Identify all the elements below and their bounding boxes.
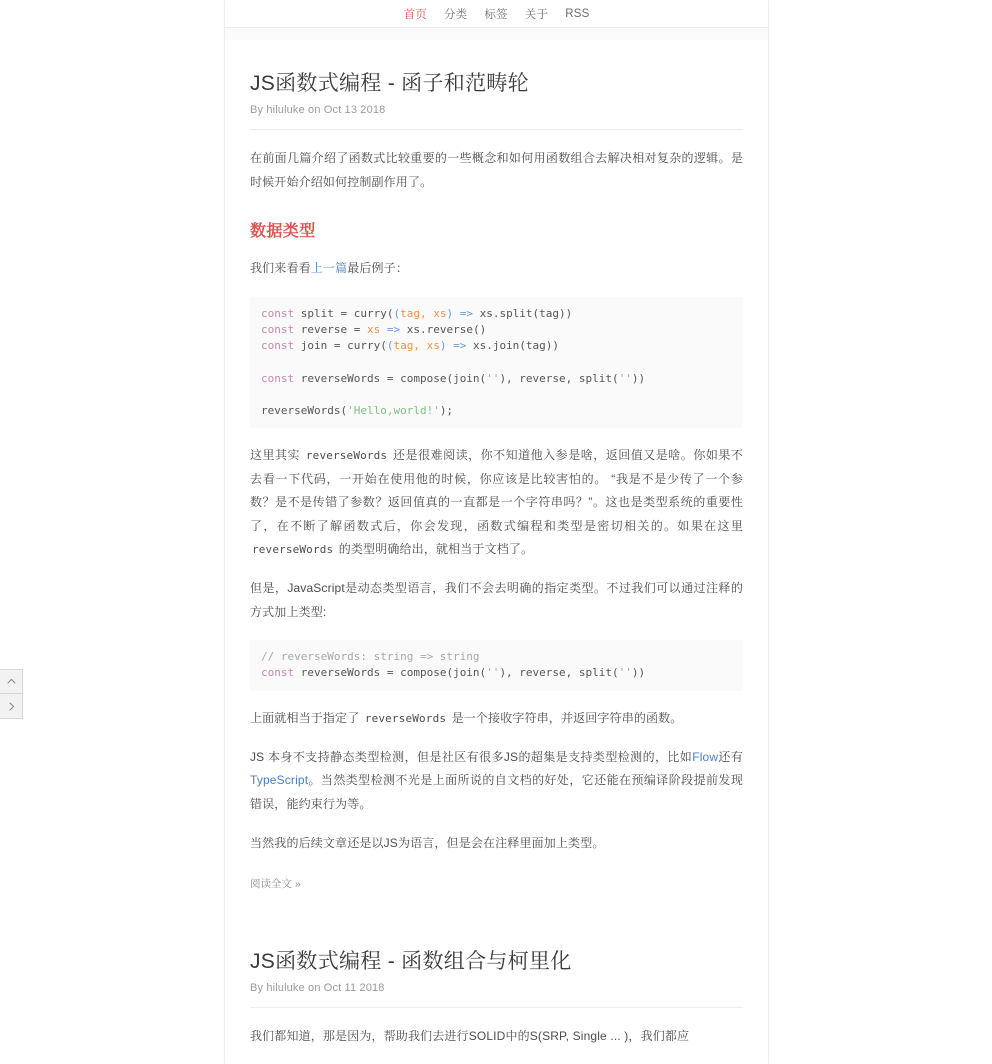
code-token: => — [453, 339, 467, 353]
code-token — [453, 307, 460, 320]
chevron-right-icon — [6, 701, 17, 712]
text-fragment: 是一个接收字符串，并返回字符串的函数。 — [448, 710, 683, 725]
post-meta: By hiluluke on Oct 13 2018 — [250, 104, 386, 117]
text-fragment: 上面就相当于指定了 — [250, 710, 363, 725]
paragraph-last: 当然我的后续文章还是以JS为语言，但是会在注释里面加上类型。 — [250, 836, 605, 851]
code-token: join = curry( — [294, 339, 387, 353]
code-token: )) — [631, 371, 646, 385]
code-token: // reverseWords: string => string — [261, 650, 480, 664]
code-token: reverseWords( — [261, 404, 348, 418]
inline-code: reverseWords — [305, 449, 388, 463]
code-block-2 — [250, 640, 743, 691]
text-fragment: 的类型明确给出，就相当于文档了。 — [335, 541, 534, 556]
text-fragment: 最后例子： — [347, 261, 408, 276]
post-article — [250, 918, 743, 1049]
code-token: '' — [618, 666, 632, 680]
code-token: ) — [446, 306, 454, 320]
code-token: 'Hello,world!' — [347, 404, 440, 418]
inline-code: reverseWords — [252, 542, 334, 556]
post-intro-paragraph: 我们都知道，那是因为，帮助我们去进行SOLID中的S(SRP, Single ... )，我们都应 — [250, 1028, 690, 1043]
post-meta: By hiluluke on Oct 11 2018 — [250, 981, 385, 994]
code-token: )) — [631, 666, 646, 680]
code-token: reverseWords = compose(join( — [294, 666, 487, 680]
nav-item-category[interactable]: 分类 — [443, 8, 468, 21]
text-fragment: 我们来看看 — [250, 261, 311, 276]
scroll-to-top-button[interactable] — [0, 669, 23, 694]
code-token: tag, xs — [400, 306, 447, 320]
code-block-1 — [250, 297, 743, 429]
post-article — [250, 40, 743, 892]
nav-item-about[interactable]: 关于 — [524, 8, 549, 21]
code-token: ( — [386, 339, 394, 353]
code-token: const — [261, 339, 295, 353]
paragraph-after-code-2 — [250, 707, 743, 730]
text-fragment: JS 本身不支持静态类型检测，但是社区有很多JS的超集是支持类型检测的，比如 — [250, 750, 693, 765]
code-token: const — [261, 306, 295, 320]
post-divider — [250, 129, 743, 130]
code-token: reverse = — [294, 322, 367, 336]
post-spacer — [250, 892, 743, 918]
post-divider — [250, 1007, 743, 1008]
code-token: const — [261, 322, 295, 336]
nav-item-home[interactable]: 首页 — [403, 8, 427, 21]
code-token: ( — [393, 306, 401, 320]
side-rail — [0, 669, 23, 719]
paragraph-flow-typescript — [250, 746, 743, 816]
main-navigation — [225, 0, 768, 28]
code-token: const — [261, 371, 295, 385]
link-previous-article[interactable]: 上一篇 — [310, 261, 348, 276]
code-token: ); — [439, 404, 454, 418]
text-fragment: 。当然类型检测不光是上面所说的自文档的好处，它还能在预编译阶段提前发现错误，能约束行为等。 — [250, 773, 743, 811]
inline-link[interactable]: TypeScript — [250, 773, 309, 788]
article-list — [225, 40, 768, 1048]
chevron-up-icon — [6, 676, 17, 687]
text-fragment: 还有 — [718, 750, 743, 765]
code-token: ), reverse, split( — [499, 666, 619, 680]
code-token: '' — [618, 371, 632, 385]
code-token: ) — [439, 339, 447, 353]
nav-item-rss[interactable]: RSS — [565, 7, 590, 20]
code-token: ), reverse, split( — [499, 371, 619, 385]
text-fragment: 这里其实 — [250, 448, 304, 463]
inline-code: reverseWords — [364, 711, 447, 725]
code-token: reverseWords = compose(join( — [294, 371, 487, 385]
paragraph-after-code-1 — [250, 444, 743, 561]
post-title[interactable]: JS函数式编程 - 函子和范畴轮 — [250, 72, 529, 95]
nav-shadow-spacer — [225, 28, 768, 40]
paragraph-before-code-2: 但是，JavaScript是动态类型语言，我们不会去明确的指定类型。不过我们可以通过注释的方式加上类型: — [250, 581, 743, 619]
section-heading-datatypes: 数据类型 — [250, 223, 316, 241]
code-token: xs.split(tag)) — [472, 306, 573, 320]
code-token — [380, 323, 387, 336]
post-intro-paragraph: 在前面几篇介绍了函数式比较重要的一些概念和如何用函数组合去解决相对复杂的逻辑。是时候开始介绍如何控制副作用了。 — [250, 151, 743, 189]
code-token: split = curry( — [294, 306, 394, 320]
code-token: xs.join(tag)) — [466, 339, 560, 353]
code-token: => — [386, 322, 401, 336]
text-fragment: 还是很难阅读，你不知道他入参是啥，返回值又是啥。你如果不去看一下代码，一开始在使用他的时候，你应该是比较害怕的。 “我是不是少传了一个参数？是不是传错了参数？返回值真的一直都是一个字符串吗？”。这也是类型系统的重要性了，在不断了解函数式后，你会发现，函数式编程和类型是密切相关的。如果在这里 — [250, 448, 744, 533]
paragraph-before-code-1 — [250, 257, 743, 280]
code-token: '' — [486, 371, 500, 385]
code-token: => — [459, 306, 473, 320]
code-token: tag, xs — [393, 339, 440, 353]
nav-item-tags[interactable]: 标签 — [484, 8, 508, 21]
code-token: const — [261, 666, 295, 680]
content-column — [225, 0, 768, 1064]
code-token: xs.reverse() — [400, 322, 487, 336]
expand-panel-button[interactable] — [0, 694, 23, 719]
read-more-link[interactable]: 阅读全文 » — [250, 877, 301, 890]
post-title[interactable]: JS函数式编程 - 函数组合与柯里化 — [250, 949, 572, 973]
inline-link[interactable]: Flow — [692, 750, 719, 765]
code-token: xs — [366, 322, 381, 336]
code-token: '' — [486, 666, 500, 680]
